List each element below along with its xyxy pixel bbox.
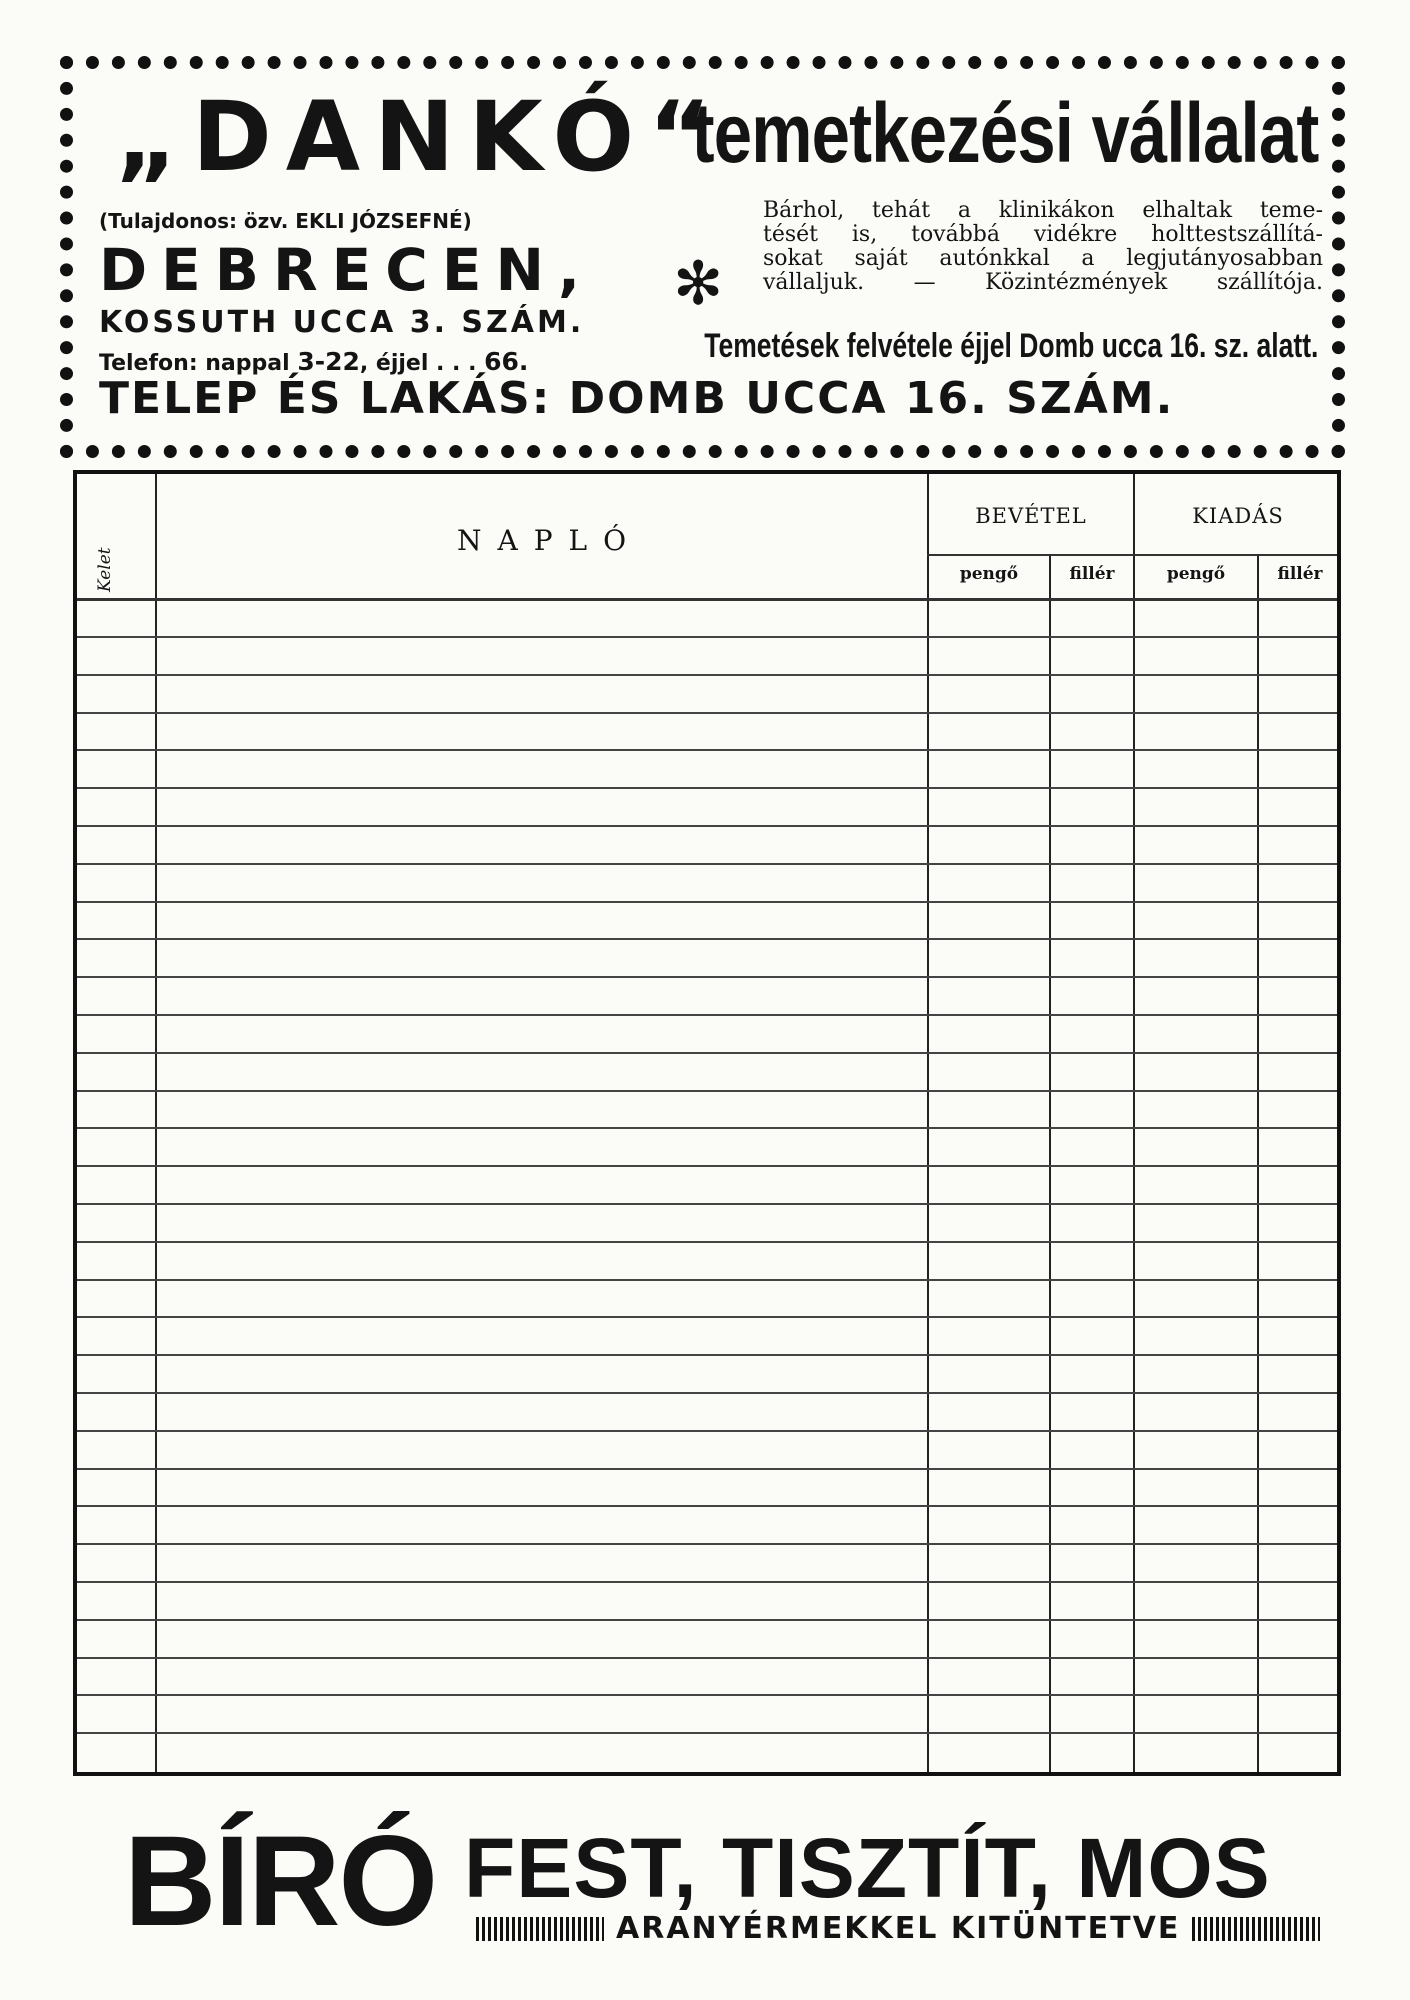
column-header-expense: KIADÁS	[1192, 504, 1284, 528]
ledger-row-line	[77, 938, 1337, 940]
phone-day: 3-22	[297, 347, 360, 376]
column-rule	[1049, 554, 1051, 1772]
biro-services: FEST, TISZTÍT, MOS	[464, 1821, 1271, 1915]
subheader-expense-filler: fillér	[1277, 564, 1323, 584]
biro-award-line	[464, 1911, 1332, 1946]
ledger-row-line	[77, 1581, 1337, 1583]
column-header-date: Kelet	[95, 547, 115, 592]
subheader-income-pengo: pengő	[959, 564, 1019, 584]
night-service-line: Temetések felvétele éjjel Domb ucca 16. sz. alatt.	[703, 327, 1318, 365]
biro-name: BÍRÓ	[124, 1810, 436, 1953]
ledger-row-line	[77, 1052, 1337, 1054]
ledger-row-line	[77, 1468, 1337, 1470]
ledger-row-line	[77, 787, 1337, 789]
description-line: Bárhol, tehát a klinikákon elhaltak teme-	[763, 198, 1323, 223]
service-description	[763, 199, 1323, 295]
ledger-row-line	[77, 1279, 1337, 1281]
ledger-row-line	[77, 1694, 1337, 1696]
journal-ledger-table	[73, 470, 1341, 1776]
city-name: DEBRECEN,	[99, 236, 595, 304]
header-bottom-rule	[77, 598, 1337, 601]
column-rule	[155, 474, 157, 1772]
ledger-row-line	[77, 1165, 1337, 1167]
description-line: sokat saját autónkkal a legjutányosabban	[763, 246, 1323, 271]
phone-night: 66.	[484, 347, 529, 376]
hatch-ornament-right	[1192, 1917, 1320, 1941]
asterisk-ornament-icon: ✻	[673, 249, 724, 319]
description-line: tését is, továbbá vidékre holttestszállítá-	[763, 222, 1323, 247]
phone-line	[99, 347, 528, 376]
ledger-row-line	[77, 1657, 1337, 1659]
ledger-row-line	[77, 1543, 1337, 1545]
ledger-row-line	[77, 1732, 1337, 1734]
column-header-income: BEVÉTEL	[975, 504, 1087, 528]
subheader-income-filler: fillér	[1069, 564, 1115, 584]
ledger-row-line	[77, 1505, 1337, 1507]
phone-prefix: Telefon: nappal	[99, 351, 298, 376]
ledger-row-line	[77, 1316, 1337, 1318]
description-line: vállaljuk. — Közintézmények szállítója.	[763, 270, 1323, 295]
phone-mid: , éjjel . . .	[359, 351, 485, 376]
column-header-journal: NAPLÓ	[457, 524, 643, 557]
ledger-row-line	[77, 1241, 1337, 1243]
ledger-row-line	[77, 863, 1337, 865]
company-slogan: temetkezési vállalat	[691, 86, 1318, 180]
ledger-row-line	[77, 1430, 1337, 1432]
subheader-expense-pengo: pengő	[1166, 564, 1226, 584]
header-divider	[927, 554, 1337, 556]
ledger-row-line	[77, 749, 1337, 751]
ledger-row-line	[77, 674, 1337, 676]
ledger-row-line	[77, 1203, 1337, 1205]
ledger-row-line	[77, 1392, 1337, 1394]
column-rule	[1257, 554, 1259, 1772]
dankó-advertisement	[60, 56, 1345, 458]
ledger-row-line	[77, 1619, 1337, 1621]
ledger-row-line	[77, 636, 1337, 638]
brand-name: „DANKÓ“	[115, 81, 726, 193]
ledger-row-line	[77, 976, 1337, 978]
column-rule	[1133, 474, 1135, 1772]
owner-line: (Tulajdonos: özv. EKLI JÓZSEFNÉ)	[99, 209, 472, 233]
ledger-row-line	[77, 1090, 1337, 1092]
yard-address-line: TELEP ÉS LAKÁS: DOMB UCCA 16. SZÁM.	[99, 373, 1175, 424]
address-line: KOSSUTH UCCA 3. SZÁM.	[99, 305, 585, 340]
ledger-row-line	[77, 712, 1337, 714]
ledger-row-line	[77, 1127, 1337, 1129]
column-rule	[927, 474, 929, 1772]
hatch-ornament-left	[476, 1917, 604, 1941]
ledger-row-line	[77, 901, 1337, 903]
ledger-row-line	[77, 1014, 1337, 1016]
ledger-row-line	[77, 1354, 1337, 1356]
ledger-row-line	[77, 825, 1337, 827]
award-text: ARANYÉRMEKKEL KITÜNTETVE	[616, 1911, 1181, 1946]
